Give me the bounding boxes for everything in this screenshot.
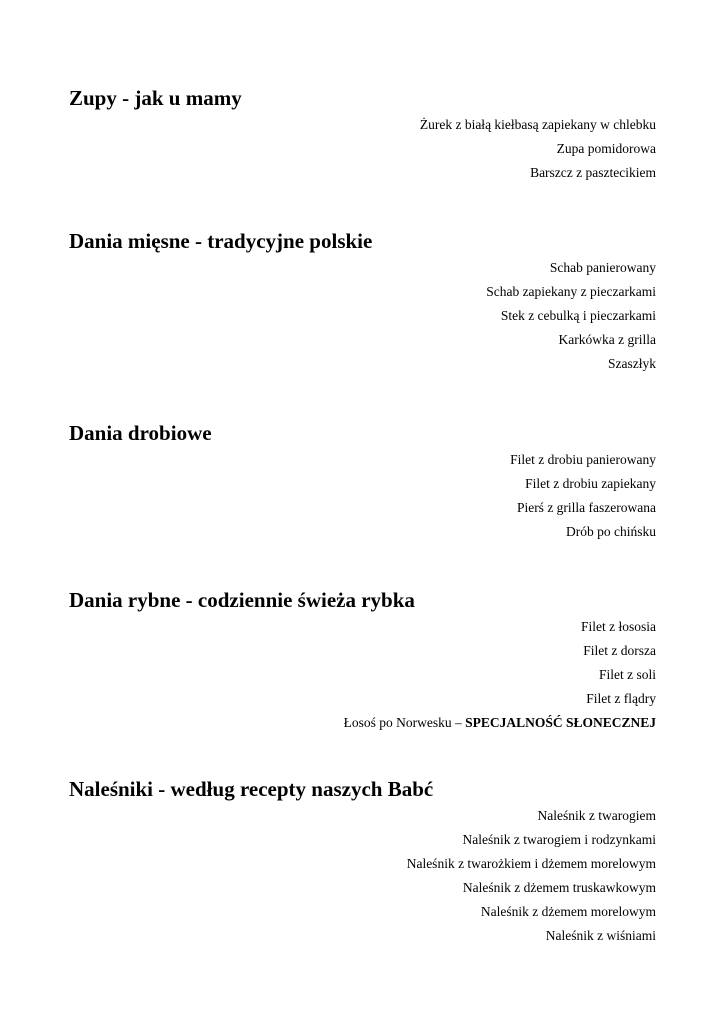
menu-section-pancakes — [69, 776, 656, 948]
menu-item: Filet z flądry — [586, 691, 656, 706]
menu-item: Żurek z białą kiełbasą zapiekany w chlebku — [419, 117, 656, 132]
menu-item: Schab zapiekany z pieczarkami — [486, 284, 656, 299]
menu-item: Filet z drobiu panierowany — [510, 452, 656, 467]
menu-item: Filet z dorsza — [583, 643, 656, 658]
item-list — [69, 804, 656, 948]
menu-item: Filet z soli — [599, 667, 656, 682]
menu-section-fish — [69, 587, 656, 735]
section-title: Zupy - jak u mamy — [69, 86, 242, 110]
menu-item: Naleśnik z twarogiem — [537, 808, 656, 823]
section-title: Dania rybne - codziennie świeża rybka — [69, 588, 415, 612]
menu-item: Szaszłyk — [608, 356, 656, 371]
menu-section-poultry — [69, 420, 656, 544]
specialty-highlight: SPECJALNOŚĆ SŁONECZNEJ — [465, 715, 656, 730]
menu-item: Pierś z grilla faszerowana — [516, 500, 656, 515]
menu-item: Naleśnik z twarogiem i rodzynkami — [462, 832, 656, 847]
menu-section-meat — [69, 228, 656, 376]
menu-item: Schab panierowany — [549, 260, 656, 275]
section-title: Naleśniki - według recepty naszych Babć — [69, 777, 434, 801]
menu-item: Naleśnik z dżemem morelowym — [480, 904, 656, 919]
menu-item: Barszcz z pasztecikiem — [530, 165, 656, 180]
menu-item: Naleśnik z wiśniami — [545, 928, 656, 943]
menu-item: Stek z cebulką i pieczarkami — [500, 308, 656, 323]
menu-section-soups — [69, 85, 656, 185]
menu-item: Filet z łososia — [581, 619, 656, 634]
menu-item-special — [69, 711, 656, 735]
menu-item: Drób po chińsku — [566, 524, 656, 539]
section-title: Dania drobiowe — [69, 421, 212, 445]
menu-item: Zupa pomidorowa — [556, 141, 656, 156]
item-list — [69, 448, 656, 544]
item-list — [69, 256, 656, 376]
item-list — [69, 615, 656, 735]
menu-item: Karkówka z grilla — [558, 332, 656, 347]
menu-item: Naleśnik z twarożkiem i dżemem morelowym — [406, 856, 656, 871]
item-list — [69, 113, 656, 185]
special-item-text: Łosoś po Norwesku – — [343, 715, 466, 730]
menu-item: Naleśnik z dżemem truskawkowym — [462, 880, 656, 895]
section-title: Dania mięsne - tradycyjne polskie — [69, 229, 373, 253]
menu-item: Filet z drobiu zapiekany — [525, 476, 656, 491]
